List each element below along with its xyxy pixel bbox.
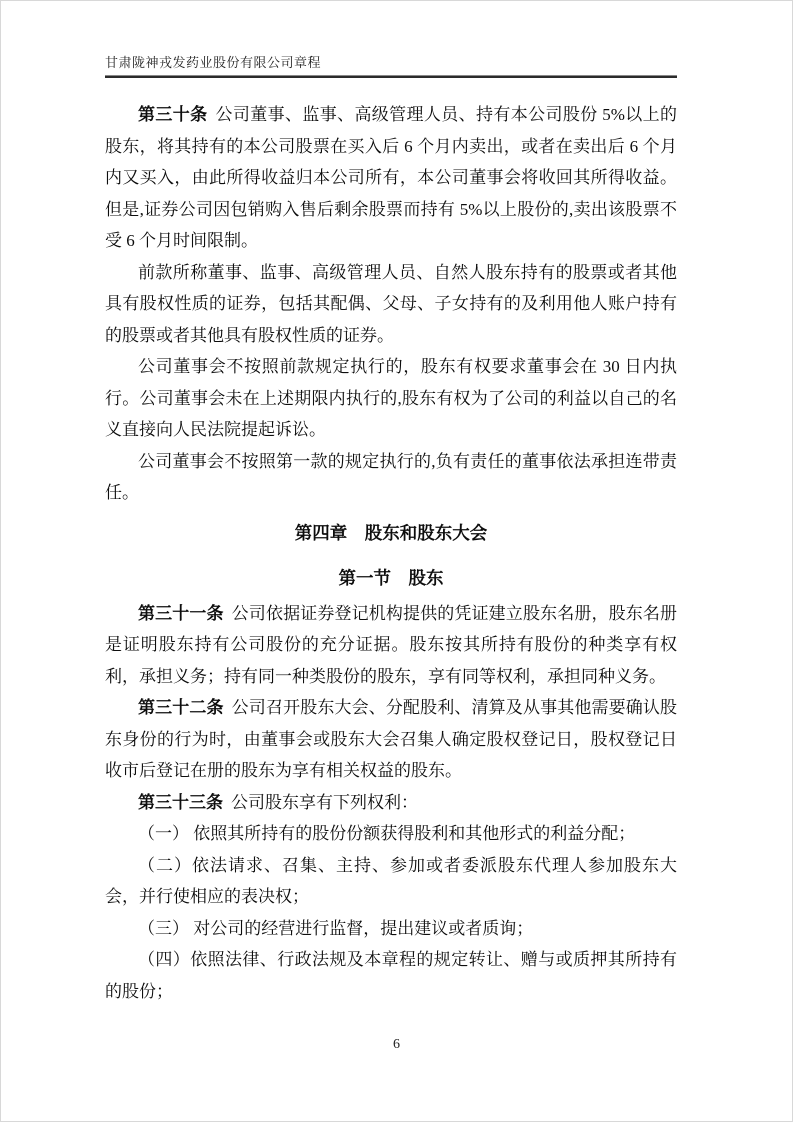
article-33-label: 第三十三条 [138, 792, 223, 812]
rights-item-2: （二）依法请求、召集、主持、参加或者委派股东代理人参加股东大会，并行使相应的表决权； [105, 855, 677, 906]
article-32-paragraph [105, 692, 677, 787]
page-number: 6 [393, 1037, 400, 1052]
rights-item-4: （四）依照法律、行政法规及本章程的规定转让、赠与或质押其所持有的股份； [105, 950, 677, 1001]
article-32-text: 公司召开股东大会、分配股利、清算及从事其他需要确认股东身份的行为时，由董事会或股东大会召集人确定股权登记日，股权登记日收市后登记在册的股东为享有相关权益的股东。 [105, 698, 678, 780]
rights-item-3: （三） 对公司的经营进行监督，提出建议或者质询； [138, 918, 534, 938]
document-header [105, 1, 677, 78]
chapter-4-heading: 第四章 股东和股东大会 [294, 522, 488, 543]
article-30-label: 第三十条 [138, 105, 208, 124]
article-30-text: 公司董事、监事、高级管理人员、持有本公司股份 5%以上的股东，将其持有的本公司股票在买入后 6 个月内卖出，或者在卖出后 6 个月内又买入，由此所得收益归本公司所有，本公司董事会将收回其所得收益。但是,证券公司因包销购入售后剩余股票而持有 5%以上股份的,卖出该股票不受 6 个月时间限制。 [105, 105, 677, 250]
section-1-heading: 第一节 股东 [338, 568, 444, 588]
paragraph-director-liability: 公司董事会不按照第一款的规定执行的,负有责任的董事依法承担连带责任。 [105, 451, 677, 502]
article-32-label: 第三十二条 [138, 698, 224, 717]
article-33-paragraph [105, 787, 677, 819]
article-31-text: 公司依据证券登记机构提供的凭证建立股东名册，股东名册是证明股东持有公司股份的充分证据。股东按其所持有股份的种类享有权利，承担义务；持有同一种类股份的股东，享有同等权利，承担同种义务。 [105, 603, 678, 686]
header-rule [105, 75, 677, 78]
article-30-paragraph [105, 99, 677, 257]
article-31-label: 第三十一条 [138, 603, 224, 623]
paragraph-board-enforcement: 公司董事会不按照前款规定执行的，股东有权要求董事会在 30 日内执行。公司董事会未在上述期限内执行的,股东有权为了公司的利益以自己的名义直接向人民法院提起诉讼。 [105, 357, 677, 439]
article-31-paragraph [105, 598, 677, 693]
document-content [105, 99, 677, 1007]
article-33-text: 公司股东享有下列权利： [231, 792, 418, 812]
rights-item-1: （一） 依照其所持有的股份份额获得股利和其他形式的利益分配； [138, 824, 636, 843]
header-title: 甘肃陇神戎发药业股份有限公司章程 [105, 55, 322, 70]
paragraph-shares-scope: 前款所称董事、监事、高级管理人员、自然人股东持有的股票或者其他具有股权性质的证券，包括其配偶、父母、子女持有的及利用他人账户持有的股票或者其他具有股权性质的证券。 [105, 262, 677, 345]
